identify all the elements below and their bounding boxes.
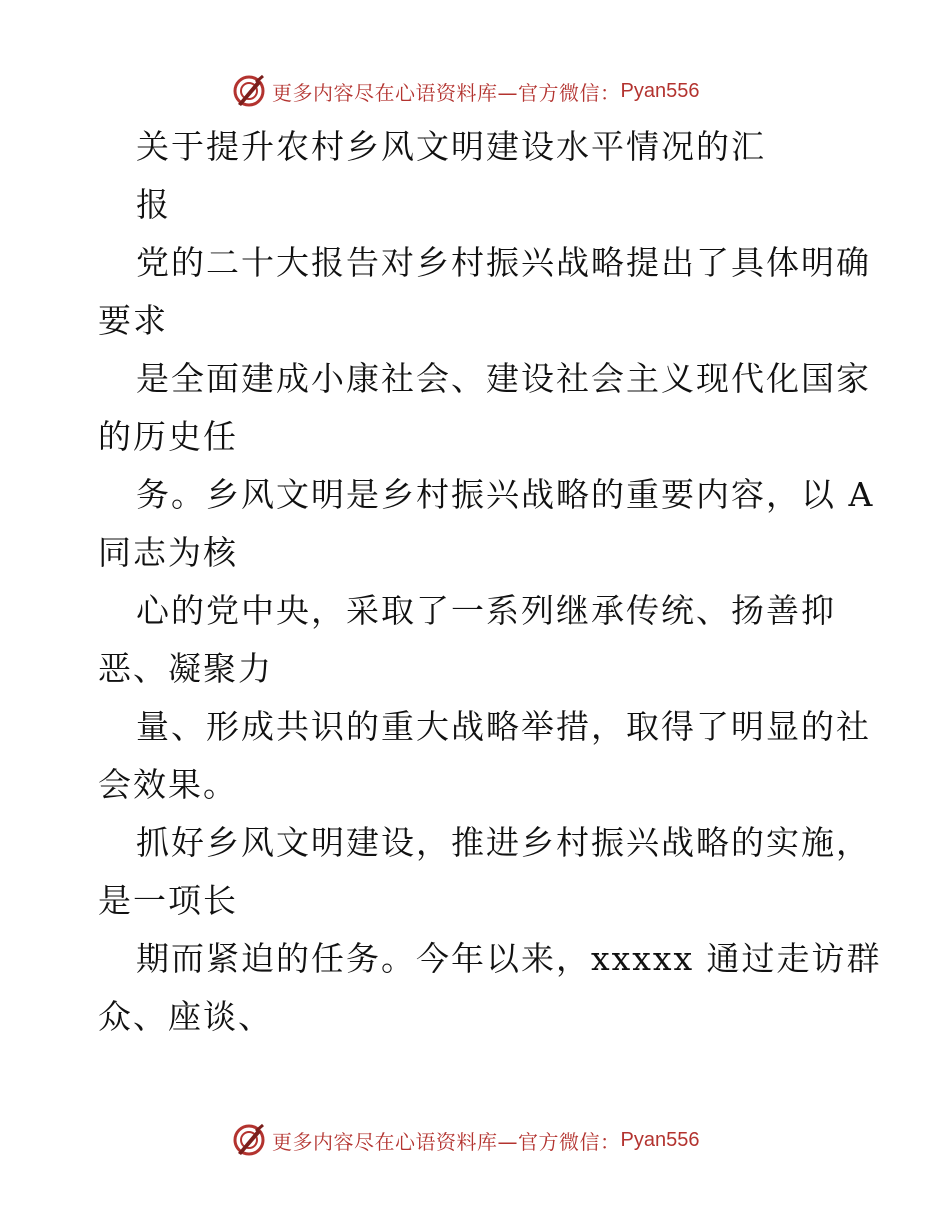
title-line-1: 关于提升农村乡风文明建设水平情况的汇 [136, 127, 766, 166]
header-banner [232, 71, 699, 111]
text-line: 是全面建成小康社会、建设社会主义现代化国家 [136, 359, 871, 398]
text-line: 的历史任 [98, 417, 238, 456]
banner-wechat-id: Pyan556 [620, 1128, 700, 1151]
text-line: 众、座谈、 [98, 997, 273, 1036]
text-line: 党的二十大报告对乡村振兴战略提出了具体明确 [136, 243, 871, 282]
text-line: 心的党中央，采取了一系列继承传统、扬善抑 [136, 591, 836, 630]
footer-banner [232, 1120, 699, 1160]
text-line: 要求 [98, 301, 168, 340]
banner-text: 更多内容尽在心语资料库—官方微信： [272, 80, 621, 105]
pen-logo-icon [232, 74, 266, 108]
banner-text: 更多内容尽在心语资料库—官方微信： [272, 1129, 621, 1154]
text-line: 期而紧迫的任务。今年以来，xxxxx 通过走访群 [136, 939, 882, 978]
title-line-2: 报 [136, 185, 171, 224]
text-line: 会效果。 [98, 765, 238, 804]
text-line: 是一项长 [98, 881, 238, 920]
document-body [98, 118, 882, 1046]
text-line: 抓好乡风文明建设，推进乡村振兴战略的实施， [136, 823, 871, 862]
text-line: 同志为核 [98, 533, 238, 572]
banner-wechat-id: Pyan556 [620, 79, 700, 102]
text-line: 恶、凝聚力 [98, 649, 273, 688]
text-line: 量、形成共识的重大战略举措，取得了明显的社 [136, 707, 871, 746]
text-line: 务。乡风文明是乡村振兴战略的重要内容，以 A [136, 475, 875, 514]
pen-logo-icon [232, 1123, 266, 1157]
